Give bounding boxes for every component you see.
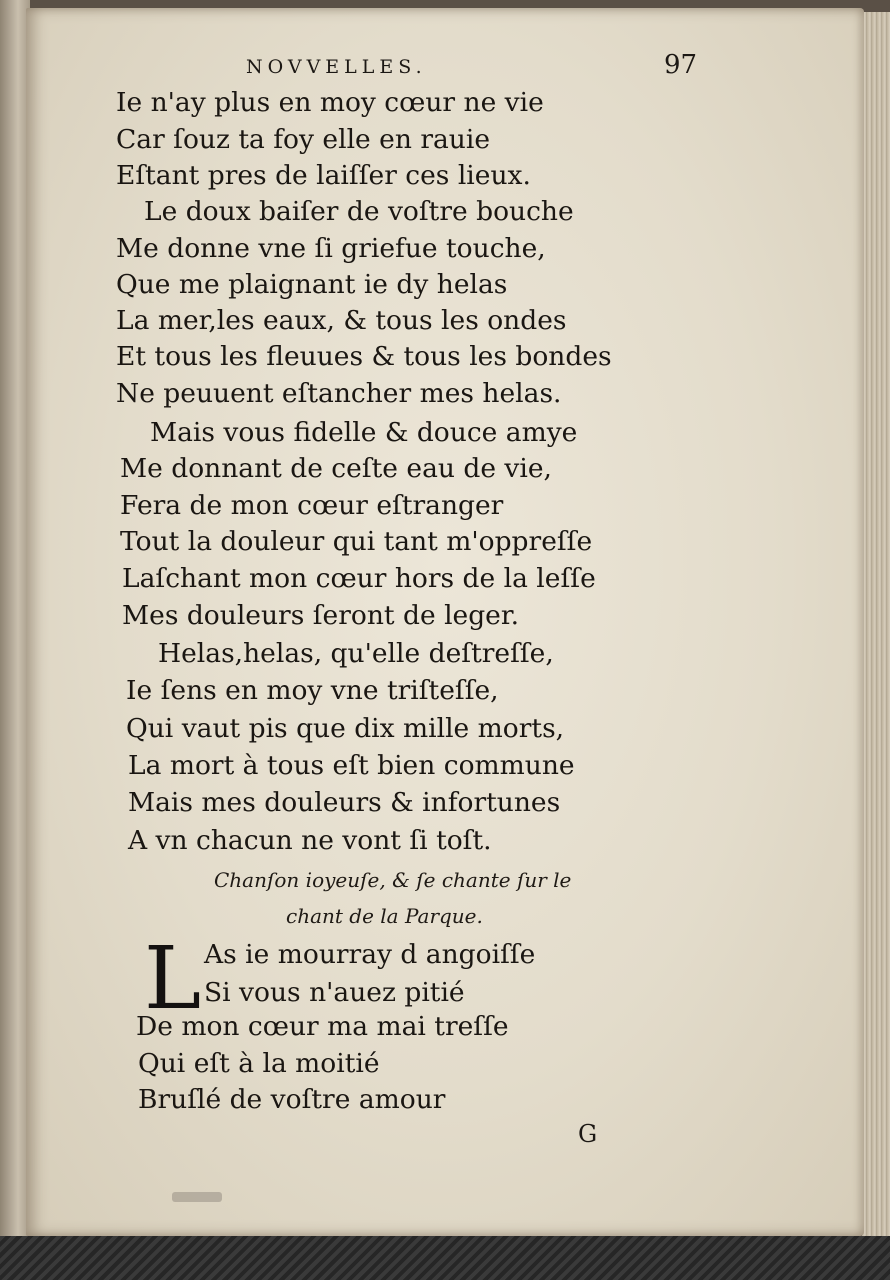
poem-line: A vn chacun ne vont ſi toſt. [128,825,492,856]
poem-line: Fera de mon cœur eſtranger [120,490,504,521]
signature-mark: G [578,1120,598,1148]
right-page-edges [862,12,890,1248]
page-number: 97 [664,50,698,80]
poem-line: Mais mes douleurs & infortunes [128,787,561,818]
song-line: Si vous n'auez pitié [204,977,465,1008]
poem-line: Mais vous fidelle & douce amye [150,417,578,448]
poem-line: La mer,les eaux, & tous les ondes [116,305,567,336]
song-line: De mon cœur ma mai treſſe [136,1011,509,1042]
song-line: Qui eſt à la moitié [138,1048,380,1079]
poem-line: Le doux baiſer de voſtre bouche [144,196,574,227]
poem-line: Que me plaignant ie dy helas [116,269,508,300]
poem-line: Eſtant pres de laiſſer ces lieux. [116,160,531,191]
poem-line: Me donne vne ſi griefue touche, [116,233,546,264]
poem-line: Ne peuuent eſtancher mes helas. [116,378,562,409]
ink-smudge [172,1192,222,1202]
poem-line: Helas,helas, qu'elle deſtreſſe, [158,638,554,669]
song-line: Bruſlé de voſtre amour [138,1084,446,1115]
song-line: As ie mourray d angoiſſe [204,939,536,970]
drop-cap-initial: L [144,929,202,1029]
scan-background [0,1236,890,1280]
poem-line: Laſchant mon cœur hors de la leſſe [122,563,596,594]
poem-line: Car ſouz ta foy elle en rauie [116,124,491,155]
song-rubric-line-2: chant de la Parque. [286,904,483,928]
song-rubric-line-1: Chanſon ioyeuſe, & ſe chante ſur le [214,868,572,892]
running-head: NOVVELLES. [246,56,427,78]
poem-line: Qui vaut pis que dix mille morts, [126,713,565,744]
poem-line: Tout la douleur qui tant m'oppreſſe [120,526,593,557]
poem-line: Ie ſens en moy vne triſteſſe, [126,675,499,706]
poem-line: Ie n'ay plus en moy cœur ne vie [116,87,544,118]
poem-line: Me donnant de ceſte eau de vie, [120,453,552,484]
poem-line: Mes douleurs ſeront de leger. [122,600,520,631]
poem-line: La mort à tous eſt bien commune [128,750,575,781]
poem-line: Et tous les fleuues & tous les bondes [116,341,612,372]
